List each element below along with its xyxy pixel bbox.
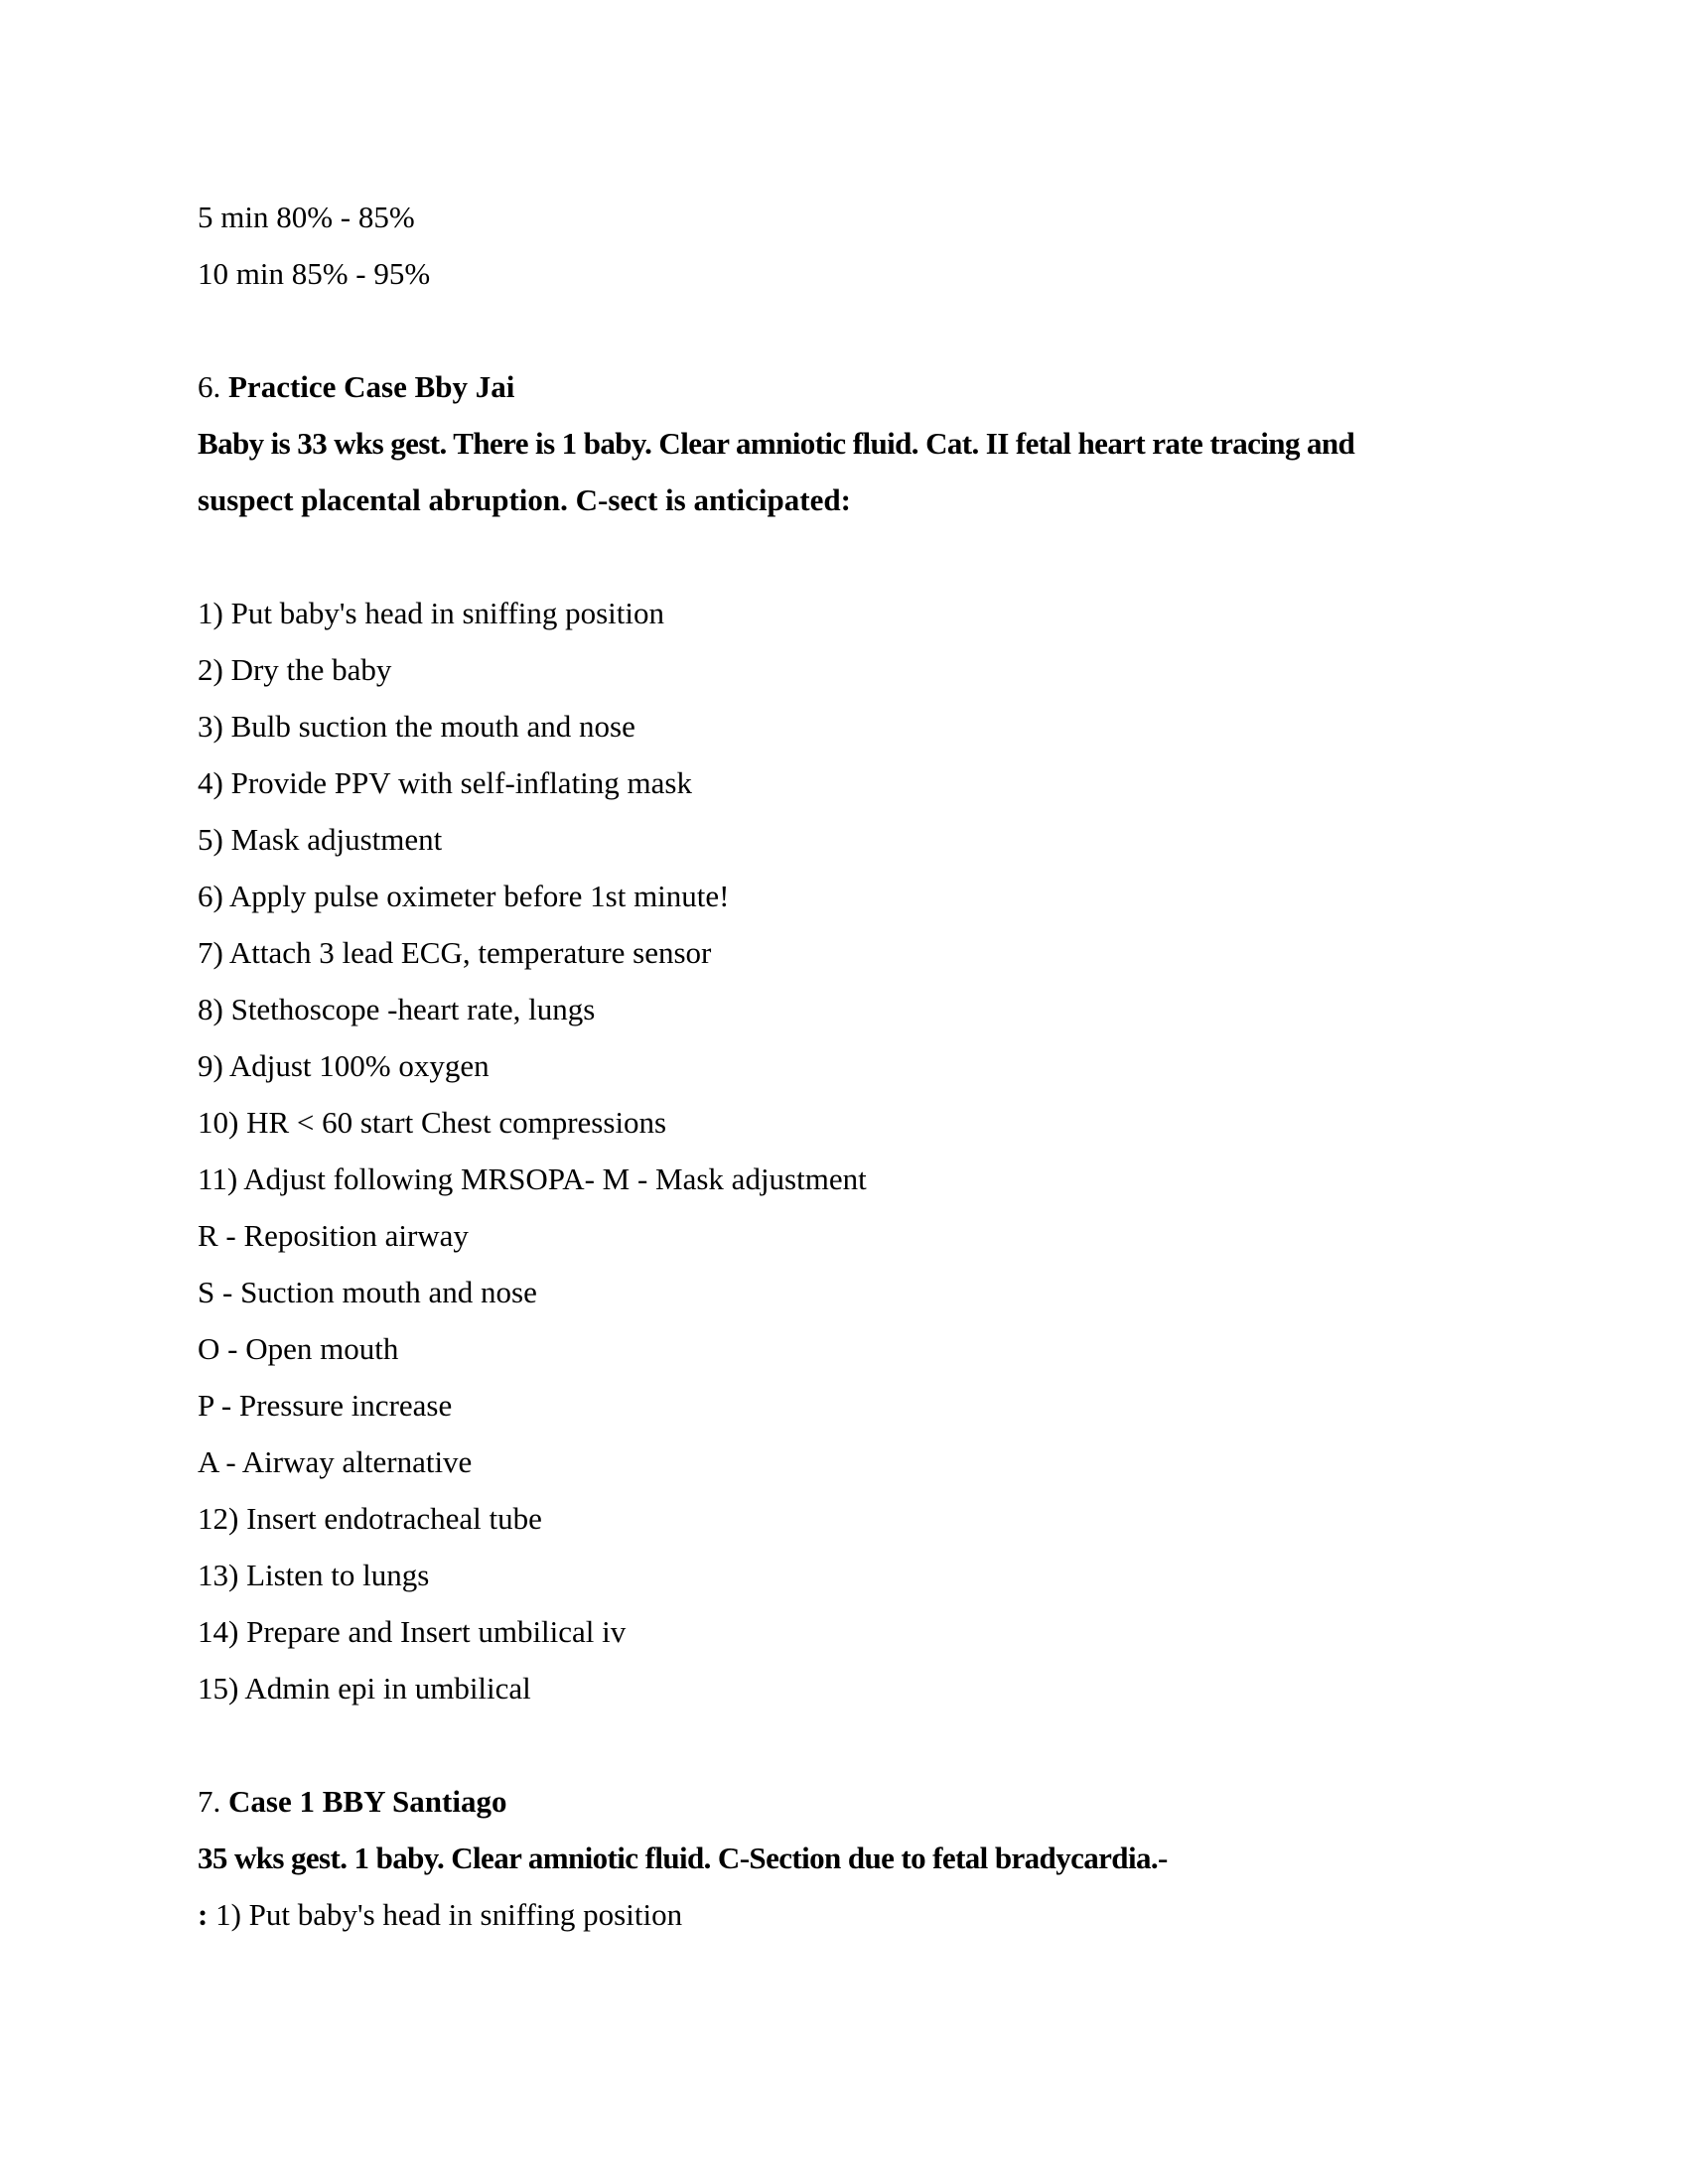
- case7-title: Case 1 BBY Santiago: [228, 1784, 507, 1819]
- step-item: 1) Put baby's head in sniffing position: [198, 596, 664, 630]
- step-item: 9) Adjust 100% oxygen: [198, 1048, 490, 1083]
- case7-number: 7.: [198, 1784, 221, 1819]
- mrsopa-item: S - Suction mouth and nose: [198, 1275, 537, 1309]
- mrsopa-item: R - Reposition airway: [198, 1218, 469, 1253]
- spo2-target-5min: 5 min 80% - 85%: [198, 200, 415, 234]
- step-item: 14) Prepare and Insert umbilical iv: [198, 1614, 627, 1649]
- mrsopa-item: O - Open mouth: [198, 1331, 399, 1366]
- step-item: 12) Insert endotracheal tube: [198, 1501, 542, 1536]
- step-item: 11) Adjust following MRSOPA- M - Mask adjustment: [198, 1161, 867, 1196]
- step-item: 4) Provide PPV with self-inflating mask: [198, 765, 692, 800]
- case6-description-line2: suspect placental abruption. C-sect is anticipated:: [198, 482, 851, 517]
- case6-title: Practice Case Bby Jai: [228, 369, 515, 404]
- step-item: 6) Apply pulse oximeter before 1st minute!: [198, 879, 730, 913]
- document-page: [198, 189, 1498, 1943]
- case7-first-step-line: [198, 1886, 1498, 1943]
- case7-description: 35 wks gest. 1 baby. Clear amniotic fluid. C-Section due to fetal bradycardia.-: [198, 1841, 1168, 1875]
- step-item: 2) Dry the baby: [198, 652, 392, 687]
- step-item: 1) Put baby's head in sniffing position: [208, 1897, 683, 1932]
- step-item: 3) Bulb suction the mouth and nose: [198, 709, 635, 744]
- step-item: 8) Stethoscope -heart rate, lungs: [198, 992, 596, 1026]
- step-item: 15) Admin epi in umbilical: [198, 1671, 531, 1706]
- step-item: 5) Mask adjustment: [198, 822, 443, 857]
- mrsopa-item: A - Airway alternative: [198, 1444, 473, 1479]
- spo2-target-10min: 10 min 85% - 95%: [198, 256, 431, 291]
- step-item: 7) Attach 3 lead ECG, temperature sensor: [198, 935, 712, 970]
- mrsopa-item: P - Pressure increase: [198, 1388, 453, 1423]
- case6-description-line1: Baby is 33 wks gest. There is 1 baby. Clear amniotic fluid. Cat. II fetal heart rate tracing and: [198, 426, 1355, 461]
- case6-heading: [198, 358, 1498, 415]
- case6-number: 6.: [198, 369, 221, 404]
- case6-steps: [198, 585, 1498, 1716]
- case7-colon: :: [198, 1897, 209, 1932]
- step-item: 13) Listen to lungs: [198, 1558, 430, 1592]
- case7-heading: [198, 1773, 1498, 1830]
- step-item: 10) HR < 60 start Chest compressions: [198, 1105, 667, 1140]
